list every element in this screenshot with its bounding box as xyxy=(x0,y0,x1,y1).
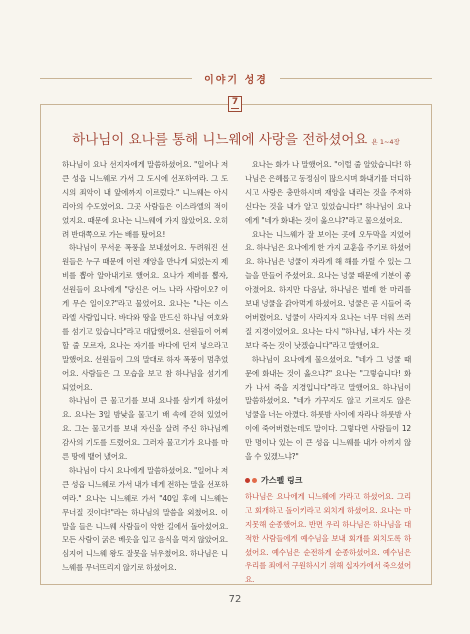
story-paragraph: 요나는 화가 나 말했어요. "이럴 줄 알았습니다! 하나님은 은혜롭고 동정심이 많으시며 화내기를 더디하시고 사랑은 충만하시며 재앙을 내리는 것을 주저하신다는 것을 내가 알고 있었습니다!" 하나님이 요나에게 "네가 화내는 것이 옳으냐?"라고 물으셨어요. xyxy=(245,160,411,225)
series-rule-right xyxy=(280,78,432,79)
series-header xyxy=(40,70,432,86)
story-title: 하나님이 요나를 통해 니느웨에 사랑을 전하셨어요 xyxy=(72,132,368,148)
bullet-dot-icon xyxy=(252,478,257,483)
lesson-number-underline xyxy=(231,108,239,109)
story-paragraph: 하나님이 요나 선지자에게 말씀하셨어요. "일어나 저 큰 성읍 니느웨로 가서 그 도시에 선포하여라. 그 도시의 죄악이 내 앞에까지 이르렀다." 니느웨는 아시리아의 수도였어요. 그곳 사람들은 이스라엘의 적이었지요. 때문에 요나는 니느웨에 가지 않았어요. 오히려 반대쪽으로 가는 배를 탔어요! xyxy=(62,160,228,239)
series-title: 이야기 성경 xyxy=(204,74,268,86)
story-paragraph: 하나님이 요나에게 물으셨어요. "네가 그 넝쿨 때문에 화내는 것이 옳으냐?" 요나는 "그렇습니다! 화가 나서 죽을 지경입니다"라고 말했어요. 하나님이 말씀하셨어요. "네가 가꾸지도 않고 기르지도 않은 넝쿨을 너는 아꼈다. 하룻밤 사이에 자라나 하룻밤 사이에 죽어버렸는데도 말이다. 그렇다면 사람들이 12만 명이나 있는 이 큰 성읍 니느웨를 내가 아끼지 않을 수 있겠느냐?" xyxy=(245,354,411,462)
story-heading xyxy=(40,128,432,148)
gospel-link-label: 가스펠 링크 xyxy=(261,475,303,485)
story-reference: 욘 1~4장 xyxy=(371,138,400,146)
right-column xyxy=(245,158,411,585)
left-column xyxy=(62,158,228,575)
story-paragraph: 하나님이 큰 물고기를 보내 요나를 삼키게 하셨어요. 요나는 3일 밤낮을 물고기 배 속에 갇혀 있었어요. 그는 물고기를 보내 자신을 살려 주신 하나님께 감사의 기도를 드렸어요. 그러자 물고기가 요나를 마른 땅에 뱉어 냈어요. xyxy=(62,396,228,462)
story-paragraph: 하나님이 다시 요나에게 말씀하셨어요. "일어나 저 큰 성읍 니느웨로 가서 내가 네게 전하는 말을 선포하여라." 요나는 니느웨로 가서 "40일 후에 니느웨는 무너질 것이다!"라는 하나님의 말씀을 외쳤어요. 이 말을 들은 니느웨 사람들이 악한 길에서 돌아섰어요. 모든 사람이 굵은 베옷을 입고 음식을 먹지 않았어요. 심지어 니느웨 왕도 잘못을 뉘우쳤어요. 하나님은 니느웨를 무너뜨리지 않기로 하셨어요. xyxy=(62,465,228,573)
series-rule-left xyxy=(40,78,192,79)
story-paragraph: 요나는 니느웨가 잘 보이는 곳에 오두막을 지었어요. 하나님은 요나에게 한 가지 교훈을 주기로 하셨어요. 하나님은 넝쿨이 자라게 해 해를 가릴 수 있는 그늘을 만들어 주셨어요. 요나는 넝쿨 때문에 기분이 좋아졌어요. 하지만 다음날, 하나님은 벌레 한 마리를 보내 넝쿨을 갉아먹게 하셨어요. 넝쿨은 곧 시들어 죽어버렸어요. 넝쿨이 사라지자 요나는 너무 더워 쓰러질 지경이었어요. 요나는 다시 "하나님, 내가 사는 것보다 죽는 것이 낫겠습니다"라고 말했어요. xyxy=(245,229,411,350)
story-paragraph: 하나님이 무서운 폭풍을 보내셨어요. 두려워진 선원들은 누구 때문에 이런 재앙을 만나게 되었는지 제비를 뽑아 알아내기로 했어요. 요나가 제비를 뽑자, 선원들이 요나에게 "당신은 어느 나라 사람이오? 이게 무슨 일이오?"라고 물었어요. 요나는 "나는 이스라엘 사람입니다. 바다와 땅을 만드신 하나님 여호와를 섬기고 있습니다"라고 대답했어요. 선원들이 어찌할 줄 모르자, 요나는 자기를 바다에 던져 넣으라고 말했어요. 선원들이 그의 말대로 하자 폭풍이 멈추었어요. 사람들은 그 모습을 보고 참 하나님을 섬기게 되었어요. xyxy=(62,243,228,392)
lesson-badge xyxy=(228,96,242,112)
gospel-link-heading xyxy=(245,474,411,488)
page-number: 72 xyxy=(228,594,242,605)
lesson-number: 7 xyxy=(231,97,239,107)
bullet-dot-icon xyxy=(245,478,250,483)
gospel-link-text: 하나님은 요나에게 니느웨에 가라고 하셨어요. 그리고 회개하고 돌이키라고 외치게 하셨어요. 요나는 마지못해 순종했어요. 반면 우리 하나님은 하나님을 대적한 사람들에게 예수님을 보내 회개를 외치도록 하셨어요. 예수님은 순전하게 순종하셨어요. 예수님은 우리를 죄에서 구원하시기 위해 십자가에서 죽으셨어요. xyxy=(245,491,411,585)
